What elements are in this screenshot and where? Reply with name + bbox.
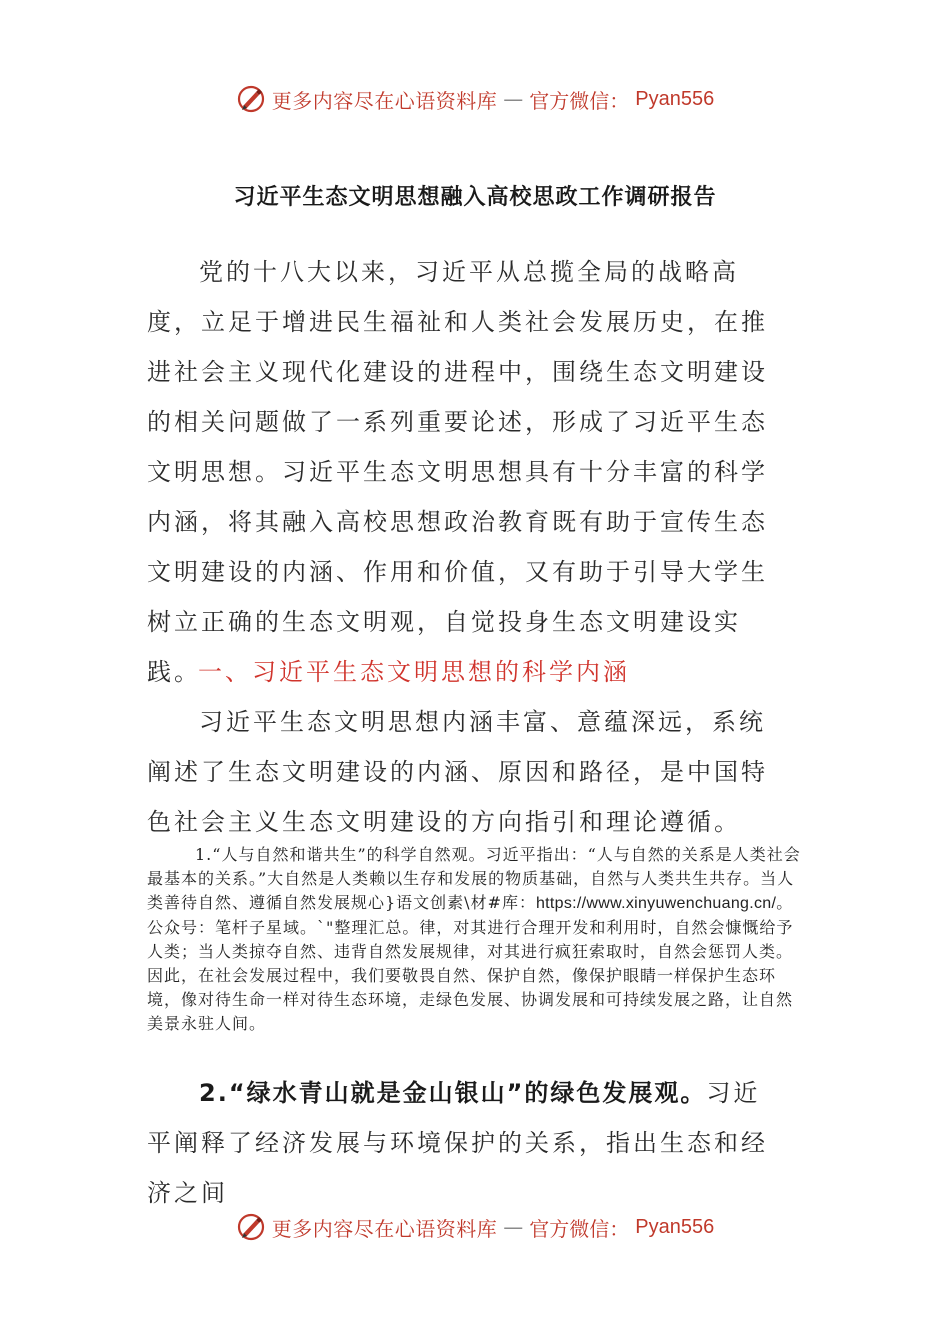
point-1-text-after-url: 。公众号：笔杆子星域。`"整理汇总。律，对其进行合理开发和利用时，自然会慷慨给予人类；当人类掠夺自然、违背自然发展规律，对其进行疯狂索取时，自然会惩罚人类。因此，在社会发展过程中，我们要敬畏自然、保护自然，像保护眼睛一样保护生态环境，像对待生命一样对待生态环境，走绿色发展、协调发展和可持续发展之路，让自然美景永驻人间。 xyxy=(147,893,794,1033)
watermark-dash: — xyxy=(503,1215,524,1239)
point-2-paragraph xyxy=(147,1068,787,1218)
document-title: 习近平生态文明思想融入高校思政工作调研报告 xyxy=(233,185,717,210)
watermark-official-label: 官方微信： xyxy=(529,88,630,113)
intro-paragraph: 党的十八大以来，习近平从总揽全局的战略高度，立足于增进民生福祉和人类社会发展历史，在推进社会主义现代化建设的进程中，围绕生态文明建设的相关问题做了一系列重要论述，形成了习近平生态文明思想。习近平生态文明思想具有十分丰富的科学内涵，将其融入高校思想政治教育既有助于宣传生态文明建设的内涵、作用和价值，又有助于引导大学生树立正确的生态文明观，自觉投身生态文明建设实践。 xyxy=(147,258,768,686)
point-1-url: https://www.xinyuwenchuang.cn/ xyxy=(535,895,777,912)
point-2-lead: 2.“绿水青山就是金山银山”的绿色发展观。 xyxy=(199,1079,707,1107)
point-2-text: 习近平阐释了经济发展与环境保护的关系，指出生态和经济之间 xyxy=(147,1079,768,1207)
point-1-paragraph xyxy=(147,843,807,1036)
pen-logo-icon xyxy=(236,1212,266,1242)
watermark-dash: — xyxy=(503,87,524,111)
point-1-text-before-url: 1.“人与自然和谐共生”的科学自然观。习近平指出：“人与自然的关系是人类社会最基本的关系。”大自然是人类赖以生存和发展的物质基础，自然与人类共生共存。当人类善待自然、遵循自然发展规心}语文创素\材#库： xyxy=(147,845,801,912)
section-heading-1: 一、习近平生态文明思想的科学内涵 xyxy=(198,658,630,686)
pen-logo-icon xyxy=(236,84,266,114)
watermark-header xyxy=(0,84,950,114)
watermark-official-label: 官方微信： xyxy=(529,1216,630,1241)
watermark-wechat-id: Pyan556 xyxy=(635,1215,715,1238)
watermark-wechat-id: Pyan556 xyxy=(635,87,715,110)
watermark-text: 更多内容尽在心语资料库 xyxy=(271,88,498,113)
watermark-footer xyxy=(0,1212,950,1242)
watermark-text: 更多内容尽在心语资料库 xyxy=(271,1216,498,1241)
section1-intro-paragraph: 习近平生态文明思想内涵丰富、意蕴深远，系统阐述了生态文明建设的内涵、原因和路径，是中国特色社会主义生态文明建设的方向指引和理论遵循。 xyxy=(147,708,768,836)
